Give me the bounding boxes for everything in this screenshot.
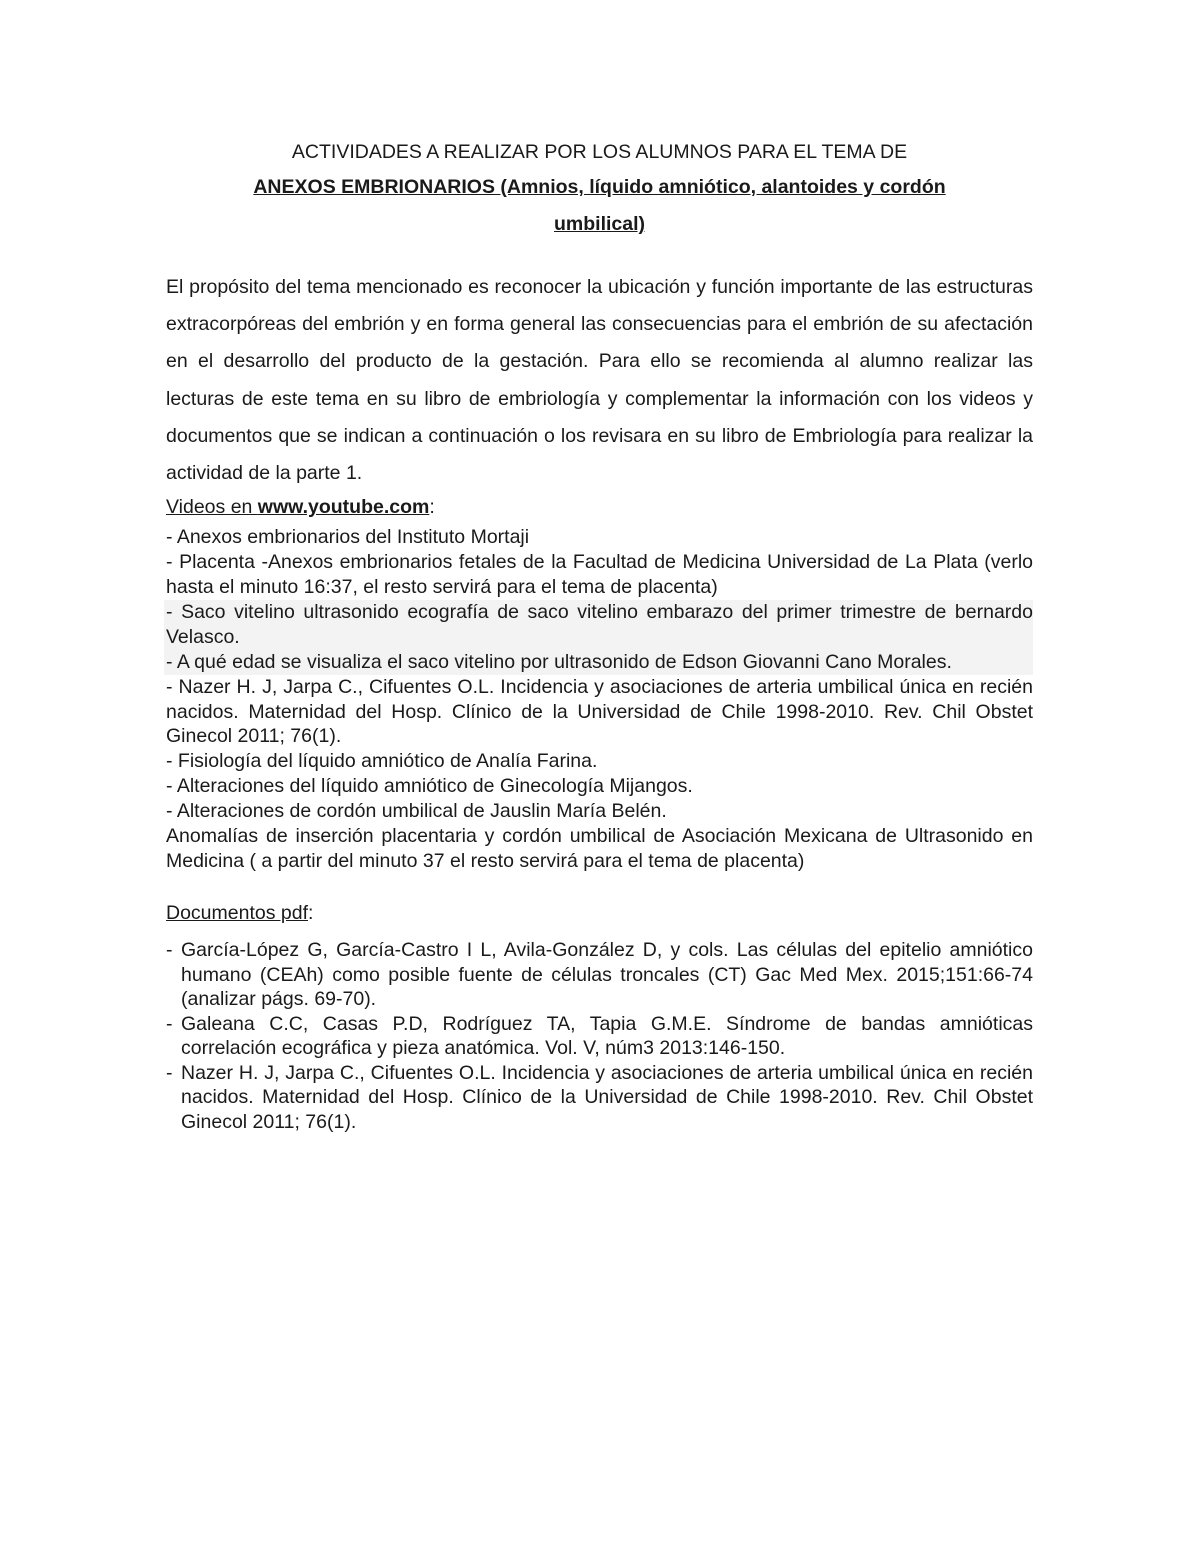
intro-paragraph: El propósito del tema mencionado es reconocer la ubicación y función importante de las estructuras extracorpóreas del embrión y en forma general las consecuencias para el embrión de su afectación en el desarrollo del producto de la gestación. Para ello se recomienda al alumno realizar las lecturas de este tema en su libro de embriología y complementar la información con los videos y documentos que se indican a continuación o los revisara en su libro de Embriología para realizar la actividad de la parte 1.	[166, 276, 1033, 485]
video-list	[166, 525, 1033, 874]
document-item	[166, 1061, 1033, 1135]
videos-heading	[166, 492, 1033, 522]
video-item: - Anexos embrionarios del Instituto Mortaji	[166, 526, 530, 549]
video-item: - Saco vitelino ultrasonido ecografía de saco vitelino embarazo del primer trimestre de bernardo Velasco.	[166, 600, 1033, 648]
document-page	[166, 136, 1033, 1135]
video-item: - Alteraciones del líquido amniótico de Ginecología Mijangos.	[166, 775, 693, 798]
video-item: - A qué edad se visualiza el saco vitelino por ultrasonido de Edson Giovanni Cano Morales.	[164, 650, 1033, 675]
video-item: - Nazer H. J, Jarpa C., Cifuentes O.L. Incidencia y asociaciones de arteria umbilical única en recién nacidos. Maternidad del Hosp. Clínico de la Universidad de Chile 1998-2010. Rev. Chil Obstet Ginecol 2011; 76(1).	[166, 675, 1033, 748]
video-item: - Alteraciones de cordón umbilical de Jauslin María Belén.	[166, 800, 667, 823]
list-dash: -	[166, 1012, 173, 1035]
document-title: ACTIVIDADES A REALIZAR POR LOS ALUMNOS PARA EL TEMA DE	[291, 141, 908, 163]
video-item: - Fisiología del líquido amniótico de Analía Farina.	[166, 750, 598, 773]
document-subtitle-continued	[166, 206, 1033, 243]
videos-heading-colon: :	[429, 496, 435, 519]
document-item	[166, 1012, 1033, 1061]
documents-heading	[166, 898, 1033, 928]
video-item: - Placenta -Anexos embrionarios fetales de la Facultad de Medicina Universidad de La Plata (verlo hasta el minuto 16:37, el resto servirá para el tema de placenta)	[166, 551, 1033, 599]
documents-heading-colon: :	[308, 901, 314, 924]
youtube-link[interactable]: www.youtube.com	[257, 496, 430, 519]
list-dash: -	[166, 1061, 173, 1084]
document-item-text: Galeana C.C, Casas P.D, Rodríguez TA, Tapia G.M.E. Síndrome de bandas amnióticas correlación ecográfica y pieza anatómica. Vol. V, núm3 2013:146-150.	[181, 1012, 1033, 1060]
videos-heading-label: Videos en	[166, 496, 258, 519]
video-item: Anomalías de inserción placentaria y cordón umbilical de Asociación Mexicana de Ultrasonido en Medicina ( a partir del minuto 37 el resto servirá para el tema de placenta)	[166, 825, 1033, 872]
document-item-text: Nazer H. J, Jarpa C., Cifuentes O.L. Incidencia y asociaciones de arteria umbilical única en recién nacidos. Maternidad del Hosp. Clínico de la Universidad de Chile 1998-2010. Rev. Chil Obstet Ginecol 2011; 76(1).	[181, 1061, 1033, 1134]
document-subtitle	[166, 169, 1033, 206]
subtitle-line-2: umbilical)	[553, 213, 646, 235]
subtitle-line-1: ANEXOS EMBRIONARIOS (Amnios, líquido amniótico, alantoides y cordón	[253, 176, 946, 198]
documents-heading-label: Documentos pdf	[166, 901, 308, 924]
document-list	[166, 938, 1033, 1135]
list-dash: -	[166, 938, 173, 961]
document-item	[166, 938, 1033, 1012]
document-item-text: García-López G, García-Castro I L, Avila-González D, y cols. Las células del epitelio amniótico humano (CEAh) como posible fuente de células troncales (CT) Gac Med Mex. 2015;151:66-74 (analizar págs. 69-70).	[181, 938, 1033, 1011]
